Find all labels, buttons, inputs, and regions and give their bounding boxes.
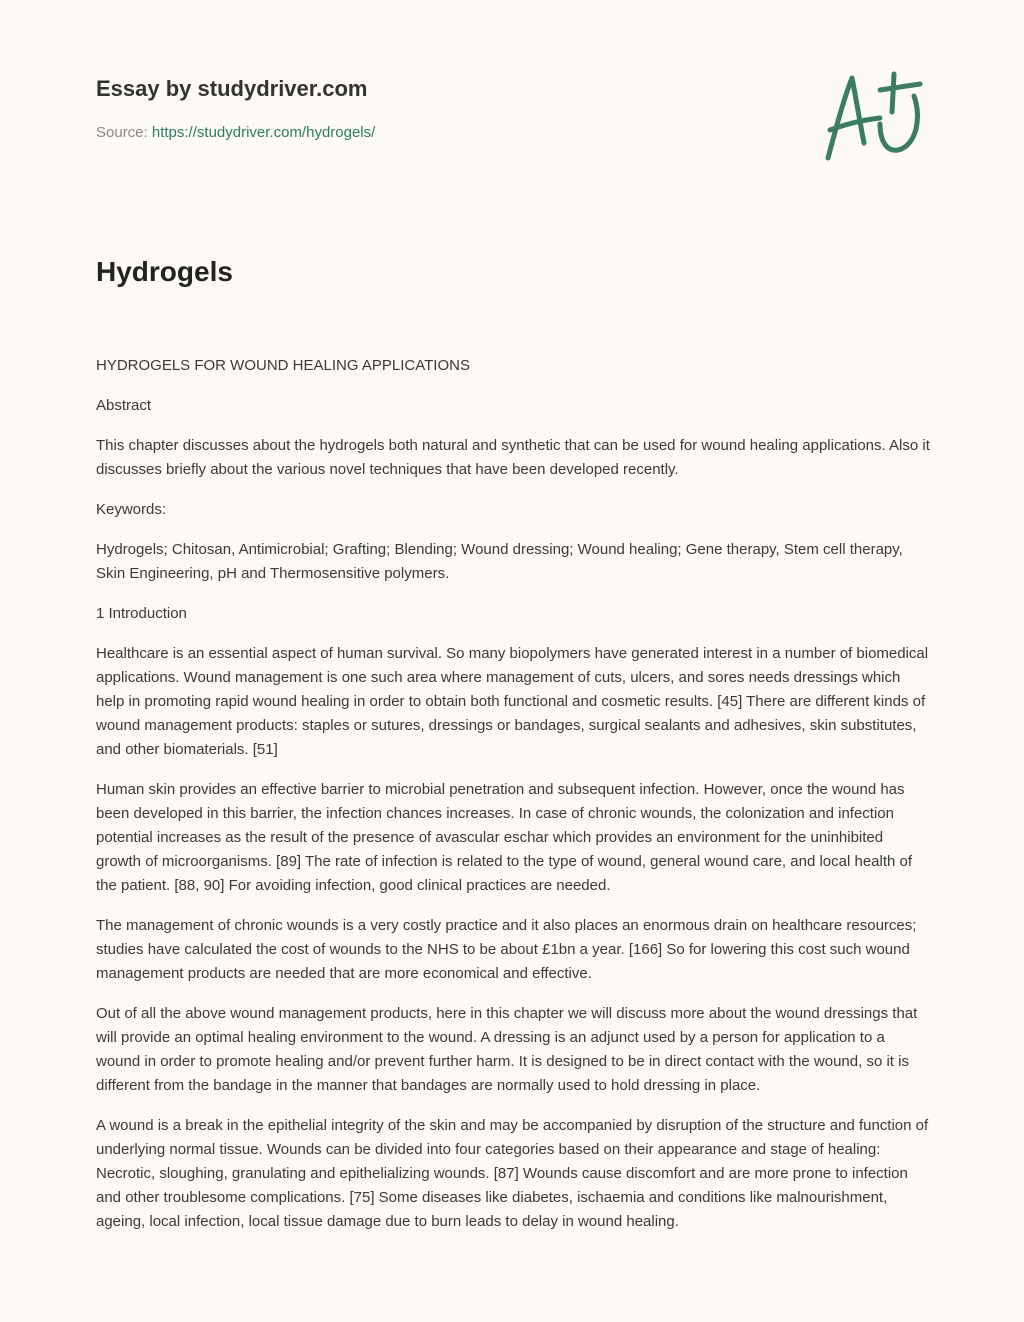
source-label: Source: — [96, 124, 148, 141]
paragraph: Human skin provides an effective barrier to microbial penetration and subsequent infection. However, once the wound has been developed in this barrier, the infection chances increases. In case of chronic wounds, the colonization and infection potential increases as the result of the presence of avascular eschar which provides an environment for the uninhibited growth of microorganisms. [89] The rate of infection is related to the type of wound, general wound care, and local health of the patient. [88, 90] For avoiding infection, good clinical practices are needed. — [96, 781, 913, 894]
a-plus-logo-icon — [822, 68, 928, 164]
source-link[interactable]: https://studydriver.com/hydrogels/ — [151, 124, 376, 141]
site-title: Essay by studydriver.com — [96, 76, 368, 101]
paragraph-abstract: This chapter discusses about the hydrogels both natural and synthetic that can be used for wound healing applications. Also it discusses briefly about the various novel techniques that have been developed recently. — [96, 437, 930, 478]
document-title: Hydrogels — [96, 256, 233, 287]
section-heading-introduction: 1 Introduction — [96, 605, 187, 622]
paragraph-abstract-label: Abstract — [96, 397, 152, 414]
paragraph-keywords-label: Keywords: — [96, 501, 167, 518]
source-line — [96, 124, 375, 141]
paragraph: Out of all the above wound management products, here in this chapter we will discuss more about the wound dressings that will provide an optimal healing environment to the wound. A dressing is an adjunct used by a person for application to a wound in order to promote healing and/or prevent further harm. It is designed to be in direct contact with the wound, so it is different from the bandage in the manner that bandages are normally used to hold dressing in place. — [96, 1005, 918, 1094]
paragraph: The management of chronic wounds is a very costly practice and it also places an enormous drain on healthcare resources; studies have calculated the cost of wounds to the NHS to be about £1bn a year. [166] So for lowering this cost such wound management products are needed that are more economical and effective. — [96, 917, 917, 982]
document-body — [96, 354, 932, 1250]
paragraph: Healthcare is an essential aspect of human survival. So many biopolymers have generated interest in a number of biomedical applications. Wound management is one such area where management of cuts, ulcers, and sores needs dressings which help in promoting rapid wound healing in order to obtain both functional and cosmetic results. [45] There are different kinds of wound management products: staples or sutures, dressings or bandages, surgical sealants and adhesives, skin substitutes, and other biomaterials. [51] — [96, 645, 929, 758]
paragraph: A wound is a break in the epithelial integrity of the skin and may be accompanied by disruption of the structure and function of underlying normal tissue. Wounds can be divided into four categories based on their appearance and stage of healing: Necrotic, sloughing, granulating and epithelializing wounds. [87] Wounds cause discomfort and are more prone to infection and other troublesome complications. [75] Some diseases like diabetes, ischaemia and conditions like malnourishment, ageing, local infection, local tissue damage due to burn leads to delay in wound healing. — [96, 1117, 929, 1230]
paragraph-heading: HYDROGELS FOR WOUND HEALING APPLICATIONS — [96, 357, 470, 374]
paragraph-keywords: Hydrogels; Chitosan, Antimicrobial; Grafting; Blending; Wound dressing; Wound healing; Gene therapy, Stem cell therapy, Skin Engineering, pH and Thermosensitive polymers. — [96, 541, 903, 582]
